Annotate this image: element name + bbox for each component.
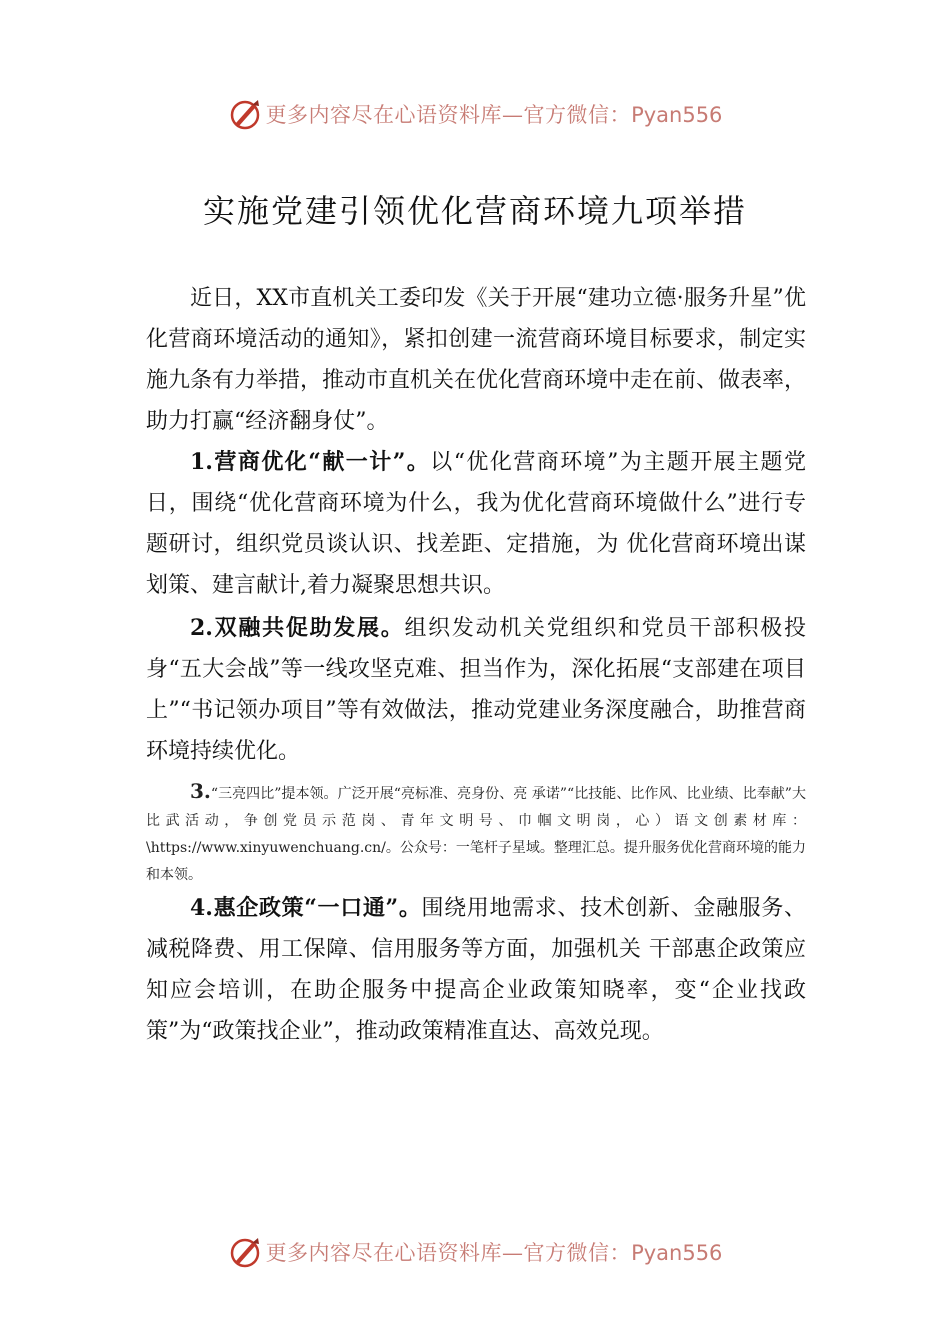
header-banner (0, 94, 950, 134)
measure-1-heading: 1.营商优化“献一计”。 (190, 449, 431, 475)
banner-text: 更多内容尽在心语资料库—官方微信：Pyan556 (265, 1241, 723, 1265)
measure-4-heading: 4.惠企政策“一口通”。 (190, 895, 422, 921)
footer-banner (0, 1232, 950, 1272)
quill-logo-icon (228, 97, 262, 131)
banner-text: 更多内容尽在心语资料库—官方微信：Pyan556 (265, 103, 723, 127)
measure-4 (146, 888, 806, 1052)
intro-paragraph: 近日，XX市直机关工委印发《关于开展“建功立德·服务升星”优化营商环境活动的通知》，紧扣创建一流营商环境目标要求，制定实施九条有力举措，推动市直机关在优化营商环境中走在前、做表率，助力打赢“经济翻身仗”。 (146, 286, 807, 434)
quill-logo-icon (228, 1235, 262, 1269)
measure-4-body: 围绕用地需求、技术创新、金融服务、减税降费、用工保障、信用服务等方面，加强机关 干部惠企政策应知应会培训，在助企服务中提高企业政策知晓率，变“企业找政策”为“政策找企业”，推动政策精准直达、高效兑现。 (146, 896, 806, 1044)
measure-2-body: 组织发动机关党组织和党员干部积极投身“五大会战”等一线攻坚克难、担当作为，深化拓展“支部建在项目上”“书记领办项目”等有效做法，推动党建业务深度融合，助推营商环境持续优化。 (146, 616, 806, 764)
document-title: 实施党建引领优化营商环境九项举措 (202, 192, 747, 230)
measure-2-heading: 2.双融共促助发展。 (190, 615, 405, 641)
measure-3-heading: 3. (190, 779, 211, 803)
measure-1-body: 以“优化营商环境”为主题开展主题党日，围绕“优化营商环境为什么，我为优化营商环境做什么”进行专题研讨，组织党员谈认识、找差距、定措施，为 优化营商环境出谋划策、建言献计,着力凝聚思想共识。 (146, 450, 807, 598)
measure-3 (146, 778, 806, 889)
measure-2 (146, 608, 806, 772)
measure-1 (146, 442, 806, 606)
measure-3-body: “三亮四比”提本领。广泛开展“亮标准、亮身份、亮 承诺”“比技能、比作风、比业绩、比奉献”大比武活动，争创党员示范岗、青年文明号、巾帼文明岗，心）语文创素材库：\https://www.xinyuwenchuang.cn/。公众号：一笔杆子星域。整理汇总。提升服务优化营商环境的能力和本领。 (146, 786, 806, 883)
